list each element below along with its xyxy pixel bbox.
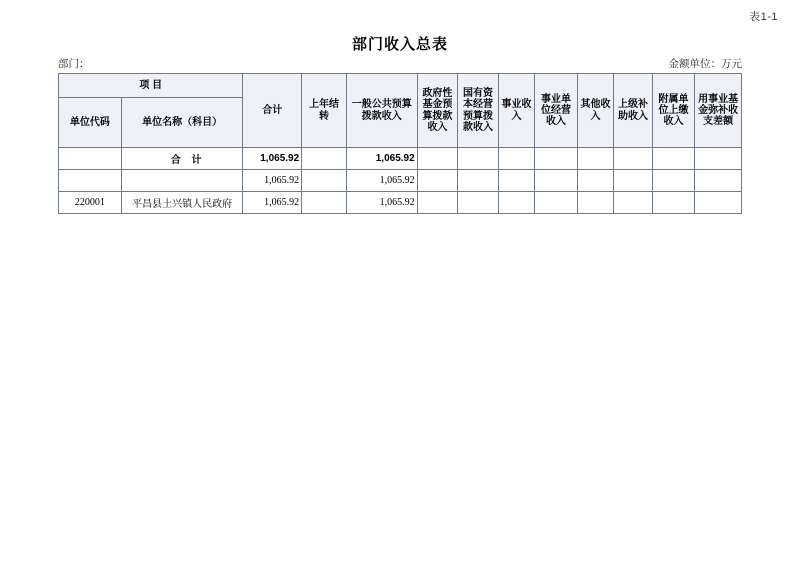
header-gov-fund: 政府性基金预算拨款收入: [417, 74, 458, 148]
header-affiliated-remit: 附属单位上缴收入: [652, 74, 695, 148]
cell-public-budget: 1,065.92: [346, 170, 417, 192]
header-carryover: 上年结转: [302, 74, 347, 148]
header-group-item: 项 目: [59, 74, 243, 98]
header-other-income: 其他收入: [577, 74, 613, 148]
cell-public-budget: 1,065.92: [346, 148, 417, 170]
cell-unit-name: [121, 170, 243, 192]
cell-fund-balance: [695, 148, 742, 170]
cell-fund-balance: [695, 192, 742, 214]
amount-unit-label: 金额单位：万元: [668, 58, 742, 70]
cell-business-income: [498, 192, 534, 214]
cell-other-income: [577, 192, 613, 214]
table-row: [59, 148, 742, 170]
cell-affiliated-remit: [652, 148, 695, 170]
cell-superior-subsidy: [614, 170, 653, 192]
cell-carryover: [302, 192, 347, 214]
cell-superior-subsidy: [614, 148, 653, 170]
cell-unit-name: 合 计: [121, 148, 243, 170]
cell-gov-fund: [417, 148, 458, 170]
header-unit-code: 单位代码: [59, 98, 122, 148]
cell-affiliated-remit: [652, 170, 695, 192]
cell-state-capital: [458, 170, 499, 192]
cell-business-income: [498, 148, 534, 170]
cell-business-unit-op: [535, 192, 578, 214]
table-body: [59, 148, 742, 214]
header-state-capital: 国有资本经营预算拨款收入: [458, 74, 499, 148]
cell-affiliated-remit: [652, 192, 695, 214]
cell-unit-name: 平昌县土兴镇人民政府: [121, 192, 243, 214]
table-header: [59, 74, 742, 148]
page-title: 部门收入总表: [351, 36, 448, 53]
cell-superior-subsidy: [614, 192, 653, 214]
cell-total: 1,065.92: [243, 170, 302, 192]
cell-other-income: [577, 148, 613, 170]
header-fund-balance: 用事业基金弥补收支差额: [695, 74, 742, 148]
table-row: [59, 170, 742, 192]
cell-total: 1,065.92: [243, 148, 302, 170]
cell-public-budget: 1,065.92: [346, 192, 417, 214]
header-row-group: [59, 74, 742, 98]
department-label: 部门：: [58, 58, 90, 70]
cell-business-unit-op: [535, 148, 578, 170]
meta-row: [58, 56, 742, 70]
header-public-budget: 一般公共预算拨款收入: [346, 74, 417, 148]
header-total: 合计: [243, 74, 302, 148]
cell-business-unit-op: [535, 170, 578, 192]
header-superior-subsidy: 上级补助收入: [614, 74, 653, 148]
cell-business-income: [498, 170, 534, 192]
cell-state-capital: [458, 148, 499, 170]
cell-state-capital: [458, 192, 499, 214]
cell-carryover: [302, 170, 347, 192]
cell-carryover: [302, 148, 347, 170]
cell-fund-balance: [695, 170, 742, 192]
header-unit-name: 单位名称（科目）: [121, 98, 243, 148]
header-business-unit-op: 事业单位经营收入: [535, 74, 578, 148]
table-number-label: 表1-1: [749, 11, 778, 23]
table-row: [59, 192, 742, 214]
header-business-income: 事业收入: [498, 74, 534, 148]
cell-unit-code: [59, 148, 122, 170]
cell-other-income: [577, 170, 613, 192]
cell-unit-code: [59, 170, 122, 192]
cell-unit-code: 220001: [59, 192, 122, 214]
income-summary-table: [58, 73, 742, 214]
cell-gov-fund: [417, 192, 458, 214]
cell-total: 1,065.92: [243, 192, 302, 214]
cell-gov-fund: [417, 170, 458, 192]
